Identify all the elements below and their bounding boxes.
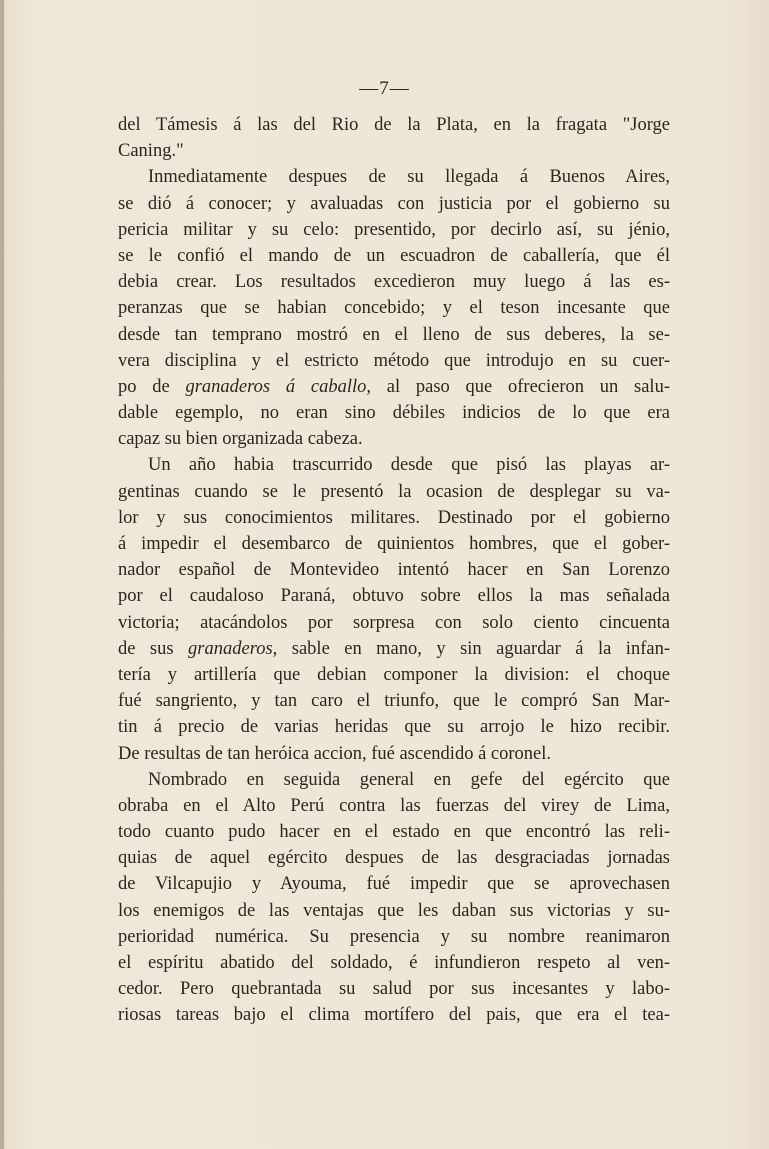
text-line: dable egemplo, no eran sino débiles indicios de lo que era (118, 403, 670, 424)
text-line: debia crear. Los resultados excedieron muy luego á las es- (118, 272, 670, 293)
text-line: todo cuanto pudo hacer en el estado en que encontró las reli- (118, 822, 670, 843)
text-line: victoria; atacándolos por sorpresa con solo ciento cincuenta (118, 612, 670, 633)
text-line: tería y artillería que debian componer la division: el choque (118, 664, 670, 685)
text-line: desde tan temprano mostró en el lleno de sus deberes, la se- (118, 324, 670, 345)
text-line: vera disciplina y el estricto método que introdujo en su cuer- (118, 350, 670, 371)
page-number: —7— (359, 78, 410, 99)
text-line: peranzas que se habian concebido; y el teson incesante que (118, 298, 670, 319)
text-line: tin á precio de varias heridas que su arrojo le hizo recibir. (118, 717, 670, 738)
text-segment: al paso que ofrecieron un salu- (371, 376, 670, 397)
text-line (118, 374, 670, 400)
italic-term: granaderos, (188, 638, 278, 659)
text-line: gentinas cuando se le presentó la ocasion de desplegar su va- (118, 481, 670, 502)
text-line: Un año habia trascurrido desde que pisó las playas ar- (148, 455, 670, 476)
text-segment: de sus (118, 638, 189, 659)
text-line (118, 636, 670, 662)
text-line: los enemigos de las ventajas que les daban sus victorias y su- (118, 900, 670, 921)
text-line: por el caudaloso Paraná, obtuvo sobre ellos la mas señalada (118, 586, 670, 607)
text-line: de Vilcapujio y Ayouma, fué impedir que se aprovechasen (118, 874, 670, 895)
text-line: Caning." (118, 141, 184, 162)
text-line: pericia militar y su celo: presentido, por decirlo así, su jénio, (118, 219, 670, 240)
text-line: perioridad numérica. Su presencia y su nombre reanimaron (118, 926, 670, 947)
text-line: se le confió el mando de un escuadron de caballería, que él (118, 245, 670, 266)
text-line: quias de aquel egército despues de las desgraciadas jornadas (118, 848, 670, 869)
text-line: cedor. Pero quebrantada su salud por sus incesantes y labo- (118, 979, 670, 1000)
text-line: Nombrado en seguida general en gefe del egército que (148, 769, 670, 790)
text-segment: po de (118, 376, 186, 397)
text-line: fué sangriento, y tan caro el triunfo, que le compró San Mar- (118, 691, 670, 712)
text-line: Inmediatamente despues de su llegada á Buenos Aires, (148, 167, 670, 188)
text-line: el espíritu abatido del soldado, é infundieron respeto al ven- (118, 953, 670, 973)
italic-term: granaderos á caballo, (185, 376, 371, 397)
text-line: obraba en el Alto Perú contra las fuerzas del virey de Lima, (118, 795, 670, 816)
text-line: se dió á conocer; y avaluadas con justicia por el gobierno su (118, 193, 670, 214)
text-segment: sable en mano, y sin aguardar á la infan- (277, 638, 670, 659)
text-line: riosas tareas bajo el clima mortífero del pais, que era el tea- (118, 1005, 670, 1026)
page-binding-edge (0, 0, 4, 1149)
text-line: á impedir el desembarco de quinientos hombres, que el gober- (118, 534, 670, 554)
text-line: De resultas de tan heróica accion, fué ascendido á coronel. (118, 743, 552, 764)
text-line: nador español de Montevideo intentó hacer en San Lorenzo (118, 560, 670, 581)
text-line: lor y sus conocimientos militares. Destinado por el gobierno (118, 507, 670, 528)
body-text (118, 112, 670, 1029)
text-line: capaz su bien organizada cabeza. (118, 429, 363, 450)
text-line: del Támesis á las del Rio de la Plata, en la fragata "Jorge (118, 115, 670, 135)
